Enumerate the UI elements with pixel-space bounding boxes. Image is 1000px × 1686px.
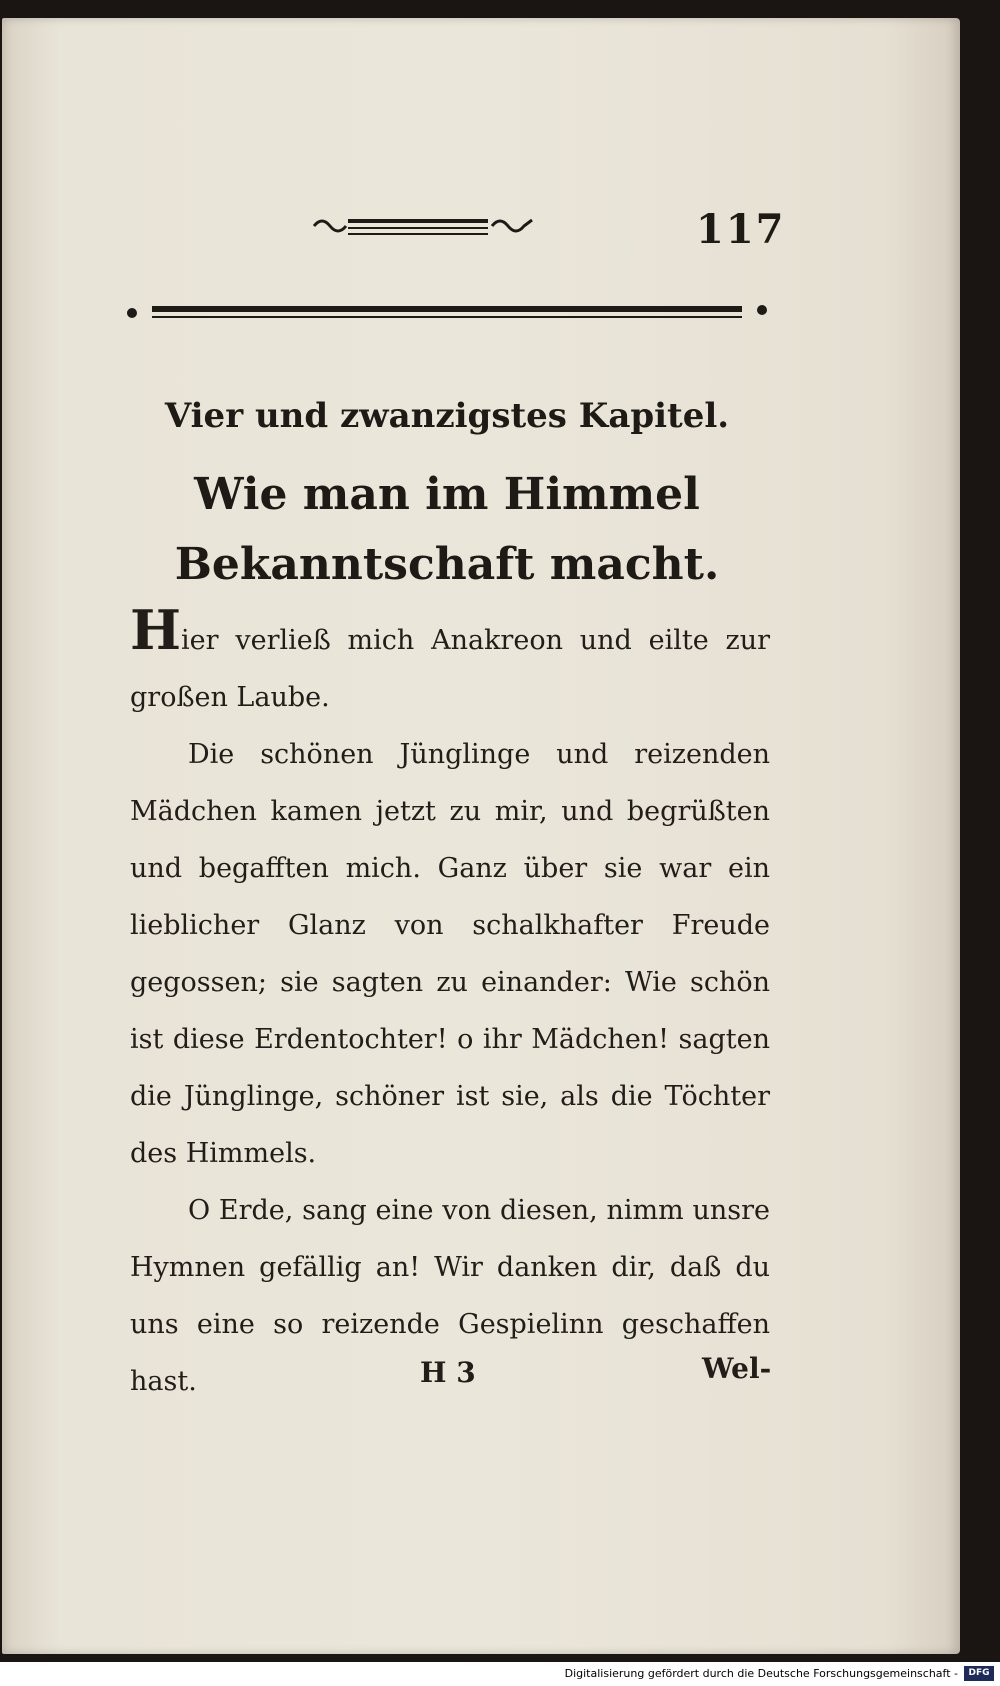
chapter-title: Wie man im Himmel Bekanntschaft macht. bbox=[174, 469, 720, 590]
paragraph-2: Die schönen Jünglinge und reizenden Mädchen kamen jetzt zu mir, und begrüßten und begafften mich. Ganz über sie war ein lieblicher Glanz von schalkhafter Freude gegossen; sie sagten zu einander: Wie schön ist diese Erdentochter! o ihr Mädchen! sagten die Jünglinge, schöner ist sie, als die Töchter des Himmels. bbox=[130, 739, 770, 1169]
catchword: Wel- bbox=[702, 1352, 772, 1385]
footer-credit: Digitalisierung gefördert durch die Deutsche Forschungsgemeinschaft - bbox=[564, 1667, 958, 1680]
body-text bbox=[130, 598, 770, 1410]
paragraph-3: O Erde, sang eine von diesen, nimm unsre Hymnen gefällig an! Wir danken dir, daß du uns eine so reizende Gespielinn geschaffen hast. bbox=[130, 1195, 770, 1397]
chapter-rule bbox=[122, 298, 772, 328]
paragraph-1-text: ier verließ mich Anakreon und eilte zur großen Laube. bbox=[130, 625, 770, 713]
signature-mark: H 3 bbox=[420, 1356, 476, 1389]
dropcap: H bbox=[130, 598, 182, 662]
footer-bar bbox=[0, 1662, 1000, 1686]
header-ornament bbox=[312, 213, 537, 239]
dfg-logo-icon: DFG bbox=[964, 1666, 994, 1681]
paragraph-1 bbox=[130, 598, 770, 726]
book-page bbox=[2, 18, 960, 1654]
page-number: 117 bbox=[696, 206, 786, 253]
chapter-number: Vier und zwanzigstes Kapitel. bbox=[164, 396, 730, 436]
